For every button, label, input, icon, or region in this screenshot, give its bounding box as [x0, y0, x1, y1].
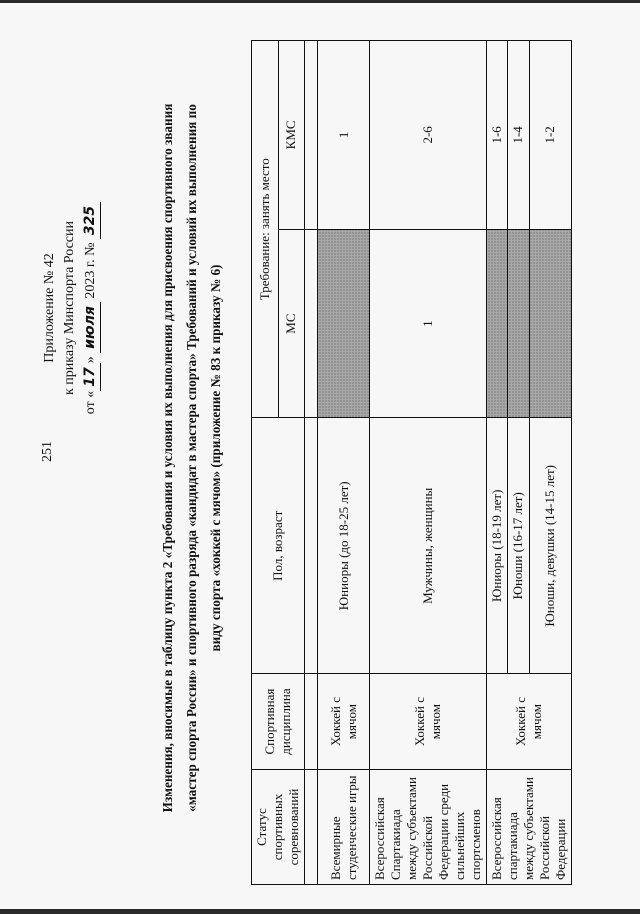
row-kms: 1-4 [508, 41, 529, 230]
date-mid: » [83, 356, 98, 364]
row-ms-shaded [487, 229, 508, 418]
row-ms-shaded [508, 229, 529, 418]
row-ms-shaded [318, 229, 370, 418]
appendix-header [40, 118, 101, 498]
appendix-order-ref: к приказу Минспорта России [62, 221, 77, 395]
header-discipline: Спортивная дисциплина [252, 674, 305, 770]
row-ms-shaded [529, 229, 572, 418]
row-gender-age: Юниоры (18-19 лет) [487, 418, 508, 674]
scan-edge-top [0, 0, 640, 3]
row-status: Всемирные студенческие игры [318, 770, 370, 885]
appendix-title: Приложение № 42 [42, 253, 57, 363]
row-status: Всероссийская Спартакиада между субъектами Российской Федерации среди сильнейших спортсменов [370, 770, 487, 885]
row-discipline: Хоккей с мячом [487, 674, 572, 770]
row-gender-age: Юниоры (до 18-25 лет) [318, 418, 370, 674]
row-kms: 2-6 [370, 41, 487, 230]
row-ms: 1 [370, 229, 487, 418]
heading-line-1: Изменения, вносимые в таблицу пункта 2 «Требования и условия их выполнения для присвоения спортивного звания [160, 103, 175, 813]
row-discipline: Хоккей с мячом [318, 674, 370, 770]
year-part: 2023 г. № [83, 242, 98, 299]
scan-edge-bottom [0, 909, 640, 914]
heading-line-2: «мастер спорта России» и спортивного разряда «кандидат в мастера спорта» Требований и условий их выполнения по [184, 104, 199, 812]
requirements-table [251, 40, 572, 885]
table-row [318, 41, 370, 885]
appendix-date-line [80, 118, 101, 498]
table-header-row [252, 41, 279, 885]
row-discipline: Хоккей с мячом [370, 674, 487, 770]
header-requirement: Требование: занять место [252, 41, 279, 418]
handwritten-order-number: 325 [80, 202, 101, 239]
row-gender-age: Юноши, девушки (14-15 лет) [529, 418, 572, 674]
table-row [370, 41, 487, 885]
handwritten-month: июля [80, 302, 101, 353]
row-gender-age: Юноши (16-17 лет) [508, 418, 529, 674]
header-status: Статус спортивных соревнований [252, 770, 305, 885]
row-gender-age: Мужчины, женщины [370, 418, 487, 674]
header-kms: КМС [278, 41, 305, 230]
header-gender-age: Пол, возраст [252, 418, 305, 674]
rotated-document-content [4, 18, 604, 898]
date-prefix: от « [83, 390, 98, 415]
table-divider-row [305, 41, 318, 885]
row-kms: 1-2 [529, 41, 572, 230]
table-row [487, 41, 508, 885]
heading-line-3: виду спорта «хоккей с мячом» (приложение № 83 к приказу № 6) [208, 264, 223, 652]
row-kms: 1-6 [487, 41, 508, 230]
page-number: 251 [40, 441, 55, 462]
row-kms: 1 [318, 41, 370, 230]
row-status: Всероссийская спартакиада между субъектами Российской Федерации [487, 770, 572, 885]
handwritten-day: 17 [80, 363, 101, 390]
document-heading [156, 18, 228, 898]
header-ms: МС [278, 229, 305, 418]
